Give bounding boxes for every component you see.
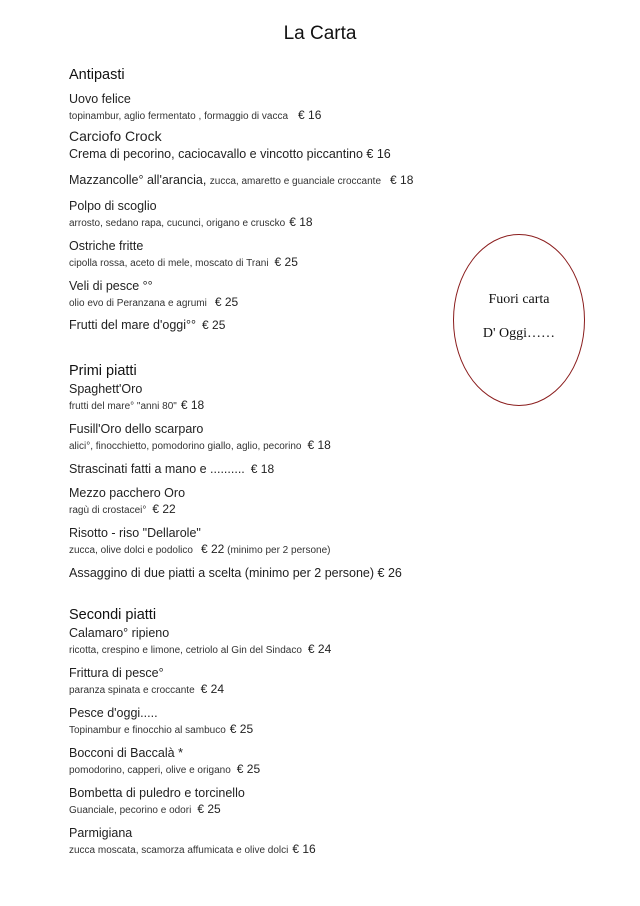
item-desc: Topinambur e finocchio al sambuco € 25	[69, 722, 254, 736]
item-name: Bombetta di puledro e torcinello	[69, 786, 245, 800]
item-desc: zucca, amaretto e guanciale croccante	[209, 176, 382, 187]
menu-item	[69, 172, 469, 190]
item-name: Calamaro° ripieno	[69, 626, 170, 640]
item-desc: ricotta, crespino e limone, cetriolo al Gin del Sindaco € 24	[69, 642, 332, 656]
menu-item	[69, 565, 469, 582]
secondi-section	[69, 606, 469, 858]
item-price: € 24	[307, 642, 332, 656]
item-price: € 22	[152, 502, 176, 516]
item-desc: zucca moscata, scamorza affumicata e olive dolci € 16	[69, 842, 316, 856]
item-desc: Guanciale, pecorino e odori € 25	[69, 802, 221, 816]
item-price: € 18	[289, 215, 313, 229]
item-desc: arrosto, sedano rapa, cucunci, origano e cruscko € 18	[69, 215, 313, 229]
item-price: € 25	[274, 255, 298, 269]
item-desc: alici°, finocchietto, pomodorino giallo, aglio, pecorino € 18	[69, 438, 331, 452]
item-price: € 18	[250, 462, 275, 476]
item-desc: olio evo di Peranzana e agrumi € 25	[69, 295, 239, 309]
primi-section	[69, 362, 469, 582]
item-name: Veli di pesce °°	[69, 279, 153, 293]
menu-item	[69, 461, 469, 478]
menu-item	[69, 525, 469, 558]
item-name-line	[69, 565, 469, 582]
item-price: € 24	[200, 682, 224, 696]
item-name: Risotto - riso "Dellarole"	[69, 526, 201, 540]
item-desc: paranza spinata e croccante € 24	[69, 682, 224, 696]
item-price: € 18	[307, 438, 331, 452]
fuori-carta-line1: Fuori carta	[488, 292, 550, 307]
menu-item	[69, 705, 469, 738]
menu-item	[69, 127, 469, 163]
item-desc: pomodorino, capperi, olive e origano € 25	[69, 762, 261, 776]
item-desc: Crema di pecorino, caciocavallo e vincotto piccantino € 16	[69, 147, 391, 161]
fuori-carta-oval	[453, 234, 585, 406]
item-name: Mezzo pacchero Oro	[69, 486, 186, 500]
item-price: € 25	[197, 802, 221, 816]
item-price: € 25	[229, 722, 254, 736]
antipasti-section	[69, 66, 469, 334]
item-name-line	[69, 172, 469, 190]
item-desc: topinambur, aglio fermentato , formaggio di vacca € 16	[69, 108, 322, 122]
menu-item	[69, 785, 469, 818]
item-name: Uovo felice	[69, 92, 131, 106]
menu-item	[69, 317, 469, 334]
item-desc: cipolla rossa, aceto di mele, moscato di Trani € 25	[69, 255, 298, 269]
item-price: € 16	[292, 842, 316, 856]
item-name: Spaghett'Oro	[69, 382, 143, 396]
item-name-line	[69, 317, 469, 334]
menu-item	[69, 665, 469, 698]
menu-item	[69, 238, 469, 271]
item-price: € 16	[298, 108, 322, 122]
item-price: € 16	[366, 147, 391, 161]
item-name: Parmigiana	[69, 826, 133, 840]
menu-item	[69, 825, 469, 858]
menu-item	[69, 745, 469, 778]
section-title-antipasti: Antipasti	[69, 67, 125, 83]
menu-item	[69, 381, 469, 414]
section-title-primi: Primi piatti	[69, 363, 137, 379]
item-name: Pesce d'oggi.....	[69, 706, 158, 720]
menu-item	[69, 485, 469, 518]
item-name: Frutti del mare d'oggi°°	[69, 318, 197, 332]
menu-item	[69, 278, 469, 311]
item-name: Fusill'Oro dello scarparo	[69, 422, 204, 436]
item-desc: ragù di crostacei° € 22	[69, 502, 176, 516]
item-price: € 25	[214, 295, 239, 309]
item-name-line	[69, 461, 469, 478]
fuori-carta-line2: D' Oggi……	[482, 326, 556, 341]
menu-item	[69, 91, 469, 124]
item-desc: zucca, olive dolci e podolico € 22 (minimo per 2 persone)	[69, 542, 331, 556]
item-note: (minimo per 2 persone)	[227, 545, 331, 556]
item-name: Carciofo Crock	[69, 128, 162, 144]
menu-item	[69, 421, 469, 454]
item-name: Mazzancolle° all'arancia,	[69, 173, 207, 187]
menu-item	[69, 198, 469, 231]
menu-title: La Carta	[283, 23, 357, 44]
item-price: € 25	[236, 762, 261, 776]
item-price: € 22	[200, 542, 225, 556]
item-price: € 18	[180, 398, 205, 412]
item-name: Ostriche fritte	[69, 239, 144, 253]
item-price: € 25	[202, 318, 226, 332]
item-name: Frittura di pesce°	[69, 666, 164, 680]
item-name: Bocconi di Baccalà *	[69, 746, 183, 760]
menu-item	[69, 625, 469, 658]
item-price: € 26	[377, 566, 402, 580]
item-price: € 18	[390, 173, 414, 187]
item-name: Assaggino di due piatti a scelta (minimo per 2 persone)	[69, 566, 375, 580]
section-title-secondi: Secondi piatti	[69, 607, 157, 623]
item-desc: frutti del mare° "anni 80" € 18	[69, 398, 205, 412]
item-name: Strascinati fatti a mano e ..........	[69, 462, 245, 476]
item-name: Polpo di scoglio	[69, 199, 157, 213]
